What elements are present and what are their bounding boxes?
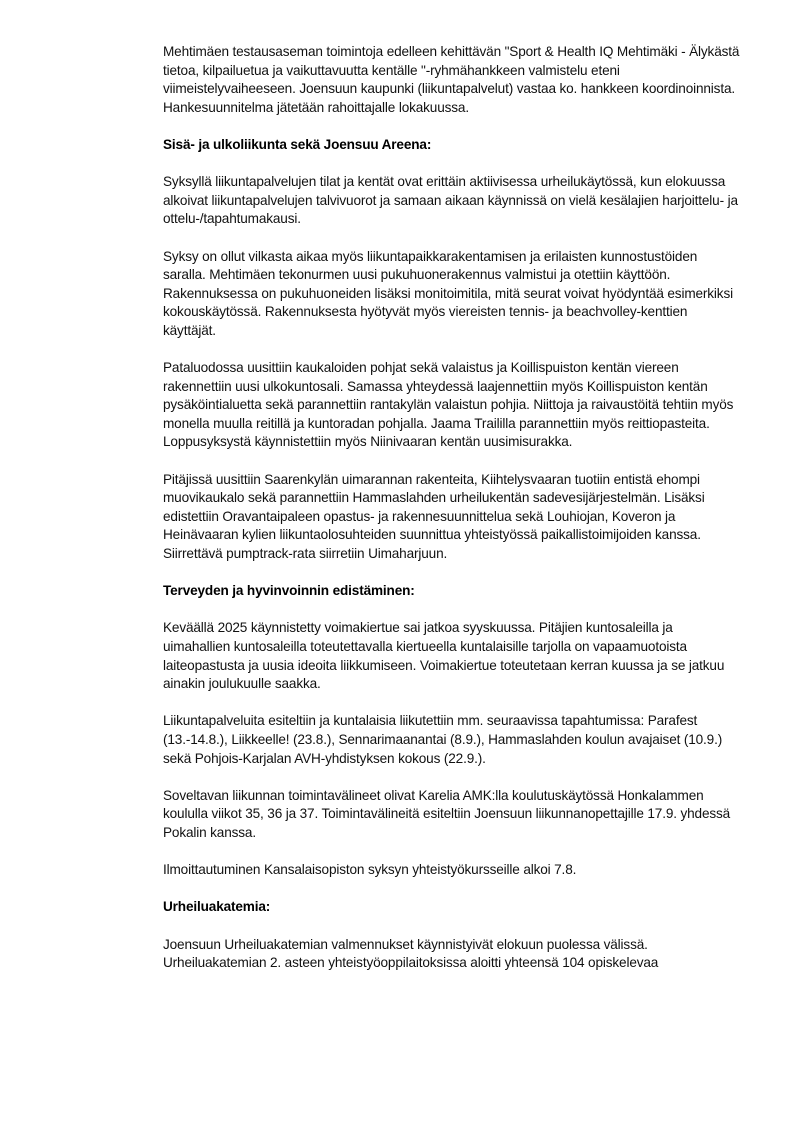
paragraph: Syksy on ollut vilkasta aikaa myös liikuntapaikkarakentamisen ja erilaisten kunnostustöiden saralla. Mehtimäen tekonurmen uusi pukuhuonerakennus valmistui ja otettiin käyttöön. Rakennuksessa on pukuhuoneiden lisäksi monitoimitila, mitä seurat voivat hyödyntää esimerkiksi kokouskäytössä. Rakennuksesta hyötyvät myös viereisten tennis- ja beachvolley-kenttien käyttäjät. (163, 248, 733, 338)
paragraph: Soveltavan liikunnan toimintavälineet olivat Karelia AMK:lla koulutuskäytössä Honkalammen koululla viikot 35, 36 ja 37. Toimintavälineitä esiteltiin Joensuun liikunnanopettajille 17.9. yhdessä Pokalin kanssa. (163, 787, 731, 840)
intro-paragraph: Mehtimäen testausaseman toimintoja edelleen kehittävän "Sport & Health IQ Mehtimäki - Älykästä tietoa, kilpailuetua ja vaikuttavuutta kentälle "-ryhmähankkeen valmistelu eteni viimeistelyvaiheeseen. Joensuun kaupunki (liikuntapalvelut) vastaa ko. hankkeen koordinoinnista. Hankesuunnitelma jätetään rahoittajalle lokakuussa. (163, 44, 740, 115)
section-heading-sisa-ulkoliikunta: Sisä- ja ulkoliikunta sekä Joensuu Areena: (163, 136, 432, 152)
section-heading-urheiluakatemia: Urheiluakatemia: (163, 899, 271, 915)
paragraph: Pataluodossa uusittiin kaukaloiden pohjat sekä valaistus ja Koillispuiston kentän viereen rakennettiin uusi ulkokuntosali. Samassa yhteydessä laajennettiin myös Koillispuiston kentän pysäköintialuetta sekä parannettiin rantakylän valaistun pohjia. Niittoja ja raivaustöitä tehtiin myös monella muulla reitillä ja kuntoradan pohjalla. Jaama Traililla parannettiin myös reittiopasteita. Loppusyksystä käynnistettiin myös Niinivaaran kentän uusimisurakka. (163, 360, 734, 450)
document-page (163, 43, 743, 991)
paragraph: Syksyllä liikuntapalvelujen tilat ja kentät ovat erittäin aktiivisessa urheilukäytössä, kun elokuussa alkoivat liikuntapalvelujen talvivuorot ja samaan aikaan käynnissä on vielä kesälajien harjoittelu- ja ottelu-/tapahtumakausi. (163, 174, 738, 227)
paragraph: Ilmoittautuminen Kansalaisopiston syksyn yhteistyökursseille alkoi 7.8. (163, 862, 577, 878)
section-heading-terveys-hyvinvointi: Terveyden ja hyvinvoinnin edistäminen: (163, 583, 415, 599)
paragraph: Joensuun Urheiluakatemian valmennukset käynnistyivät elokuun puolessa välissä. Urheiluakatemian 2. asteen yhteistyöoppilaitoksissa aloitti yhteensä 104 opiskelevaa (163, 936, 659, 971)
paragraph: Pitäjissä uusittiin Saarenkylän uimarannan rakenteita, Kiihtelysvaaran tuotiin entistä ehompi muovikaukalo sekä parannettiin Hammaslahden urheilukentän sadevesijärjestelmän. Lisäksi edistettiin Oravantaipaleen opastus- ja rakennesuunnittelua sekä Louhiojan, Koveron ja Heinävaaran kylien liikuntaolosuhteiden suunnittua yhteistyössä paikallistoimijoiden kanssa. Siirrettävä pumptrack-rata siirretiin Uimaharjuun. (163, 471, 705, 562)
paragraph: Liikuntapalveluita esiteltiin ja kuntalaisia liikutettiin mm. seuraavissa tapahtumissa: Parafest (13.-14.8.), Liikkeelle! (23.8.), Sennarimaanantai (8.9.), Hammaslahden koulun avajaiset (10.9.) sekä Pohjois-Karjalan AVH-yhdistyksen kokous (22.9.). (163, 713, 723, 766)
paragraph: Keväällä 2025 käynnistetty voimakiertue sai jatkoa syyskuussa. Pitäjien kuntosaleilla ja uimahallien kuntosaleilla toteutettavalla kiertueella kuntalaisille tarjolla on vapaamuotoista laiteopastusta ja uusia ideoita liikkumiseen. Voimakiertue toteutetaan kerran kuussa ja se jatkuu ainakin joulukuulle saakka. (163, 620, 725, 692)
